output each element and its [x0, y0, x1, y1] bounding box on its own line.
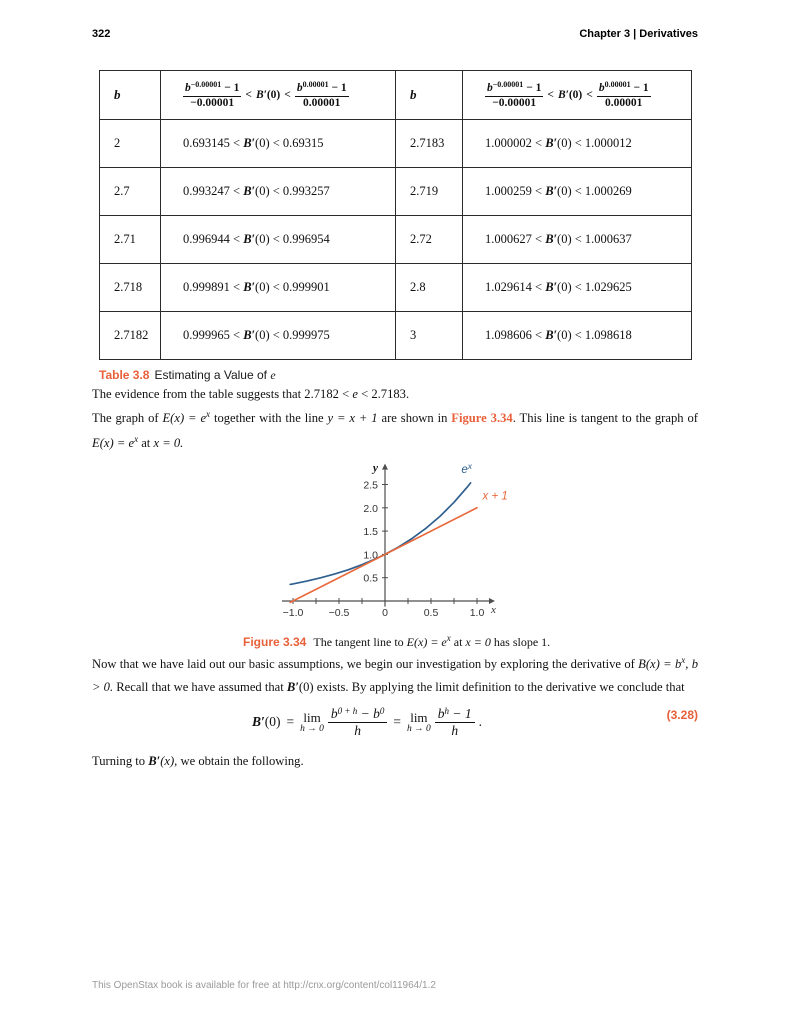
y-axis-label: y [372, 462, 378, 475]
text-segment: are shown in [381, 411, 448, 426]
math-lhs: B′(0) [251, 714, 281, 730]
inequality-cell: 0.999965 < B′(0) < 0.999975 [161, 312, 396, 360]
figure-3-34-chart [268, 457, 518, 627]
math-inline: x = 0. [153, 435, 184, 450]
running-head [92, 0, 698, 40]
series-x-1 [290, 508, 477, 603]
b-value-cell: 2 [100, 120, 161, 168]
text-segment: Now that we have laid out our basic assumptions, we begin our investigation by exploring the derivative of [92, 657, 635, 672]
series-e-x [290, 483, 470, 585]
text-segment: together with the line [213, 411, 324, 426]
table-row [100, 120, 692, 168]
table-caption-text: Estimating a Value of [154, 368, 267, 382]
figure-3-34-link[interactable]: Figure 3.34 [451, 411, 513, 426]
estimation-table [99, 70, 692, 360]
text-segment: The graph of [92, 411, 159, 426]
paragraph-turning [92, 750, 698, 773]
limit-operator: lim h → 0 [300, 709, 324, 734]
series-label: x + 1 [482, 490, 508, 503]
table-row [100, 216, 692, 264]
equation-3-28 [92, 706, 698, 750]
y-tick-label: 2.0 [363, 503, 378, 516]
math-inline: B′(0) [286, 680, 314, 695]
table-caption [99, 368, 698, 383]
b-value-cell: 2.7 [100, 168, 161, 216]
inequality-cell: 0.693145 < B′(0) < 0.69315 [161, 120, 396, 168]
paragraph-assumptions [92, 652, 698, 700]
text-segment: Recall that we have assumed that [116, 680, 284, 695]
inequality-cell: 1.000002 < B′(0) < 1.000012 [463, 120, 692, 168]
math-inline: y = x + 1 [327, 411, 378, 426]
figure-caption-label: Figure 3.34 [243, 635, 307, 650]
y-tick-label: 2.5 [363, 479, 378, 492]
math-inline: $E(x) = e^x$ [406, 633, 451, 650]
figure-caption [243, 632, 569, 652]
math-inline: $B(x) = b^x$, b > 0. [92, 654, 699, 695]
table-caption-label: Table 3.8 [99, 368, 150, 382]
e-variable: e [352, 387, 358, 401]
table-body [100, 120, 692, 360]
period: . [478, 714, 482, 730]
y-axis-arrow [382, 464, 388, 470]
fraction-negative: $\frac{b^{-0.00001} - 1}{-0.00001}$ [487, 80, 542, 109]
math-inline: B′(x), [148, 753, 178, 768]
table-header-row [100, 71, 692, 120]
header-b-column-1: b [100, 71, 161, 120]
header-expression-1: $\frac{b^{-0.00001} - 1}{-0.00001}$ < B′(0) < $\frac{b^{0.00001} - 1}{0.00001}$ [161, 71, 396, 120]
text-segment: at [453, 635, 463, 650]
text-segment: exists. By applying the limit definition to the derivative we conclude that [316, 680, 685, 695]
b-value-cell: 2.718 [100, 264, 161, 312]
equation-body [252, 706, 482, 739]
inequality-cell: 1.098606 < B′(0) < 1.098618 [463, 312, 692, 360]
x-tick-label: 1.0 [469, 607, 485, 620]
figure-3-34 [268, 457, 518, 632]
series-label: $e^x$ [461, 461, 473, 477]
page-number: 322 [92, 28, 111, 40]
inequality-cell: 0.999891 < B′(0) < 0.999901 [161, 264, 396, 312]
y-tick-label: 1.0 [363, 549, 378, 562]
header-expression-2: $\frac{b^{-0.00001} - 1}{-0.00001}$ < B′(0) < $\frac{b^{0.00001} - 1}{0.00001}$ [463, 71, 692, 120]
x-axis-label: x [490, 604, 496, 617]
header-b-column-2: b [396, 71, 463, 120]
fraction-2: $\frac{b^h - 1}{h}$ [435, 706, 475, 739]
text-segment: Turning to [92, 753, 146, 768]
y-tick-label: 1.5 [363, 526, 378, 539]
fraction-1: $\frac{b^{0 + h} - b^0}{h}$ [328, 706, 387, 739]
inequality-cell: 0.993247 < B′(0) < 0.993257 [161, 168, 396, 216]
y-tick-label: 0.5 [363, 572, 378, 585]
fraction-positive: $\frac{b^{0.00001} - 1}{0.00001}$ [296, 80, 347, 109]
math-inline: $E(x) = e^x$ [162, 409, 211, 426]
equation-number: (3.28) [666, 707, 698, 722]
x-tick-label: 0.5 [423, 607, 439, 620]
b-value-cell: 2.7183 [396, 120, 463, 168]
limit-operator: lim h → 0 [407, 709, 431, 734]
paragraph-evidence [92, 383, 698, 406]
x-tick-label: 0 [382, 607, 388, 620]
equals-sign: = [286, 714, 295, 730]
footer-attribution: This OpenStax book is available for free at http://cnx.org/content/col11964/1.2 [92, 980, 436, 991]
b-value-cell: 2.72 [396, 216, 463, 264]
x-tick-label: −1.0 [282, 607, 304, 620]
b-value-cell: 2.71 [100, 216, 161, 264]
math-inline: x = 0 [465, 635, 491, 650]
text-segment: has slope 1. [493, 635, 551, 650]
math-inline: $E(x) = e^x$ [92, 433, 139, 450]
paragraph-graph-intro [92, 406, 698, 455]
text-segment: at [141, 435, 151, 450]
inequality-cell: 0.996944 < B′(0) < 0.996954 [161, 216, 396, 264]
table-row [100, 264, 692, 312]
fraction-negative: $\frac{b^{-0.00001} - 1}{-0.00001}$ [185, 80, 240, 109]
inequality-cell: 1.000627 < B′(0) < 1.000637 [463, 216, 692, 264]
e-variable: e [270, 368, 276, 382]
text-segment: we obtain the following. [180, 753, 304, 768]
x-tick-label: −0.5 [328, 607, 350, 620]
b-value-cell: 2.8 [396, 264, 463, 312]
text-segment: The tangent line to [313, 635, 404, 650]
math-inline: < 2.7183. [361, 387, 410, 401]
fraction-positive: $\frac{b^{0.00001} - 1}{0.00001}$ [598, 80, 649, 109]
text-segment: The evidence from the table suggests that [92, 387, 302, 401]
table-row [100, 312, 692, 360]
b-value-cell: 3 [396, 312, 463, 360]
table-row [100, 168, 692, 216]
equals-sign: = [393, 714, 401, 730]
math-inline: 2.7182 < [304, 387, 350, 401]
inequality-cell: 1.029614 < B′(0) < 1.029625 [463, 264, 692, 312]
b-value-cell: 2.7182 [100, 312, 161, 360]
inequality-cell: 1.000259 < B′(0) < 1.000269 [463, 168, 692, 216]
b-value-cell: 2.719 [396, 168, 463, 216]
text-segment: . This line is tangent to the graph of [512, 411, 698, 426]
table-header [100, 71, 692, 120]
chapter-title: Chapter 3 | Derivatives [579, 28, 698, 40]
